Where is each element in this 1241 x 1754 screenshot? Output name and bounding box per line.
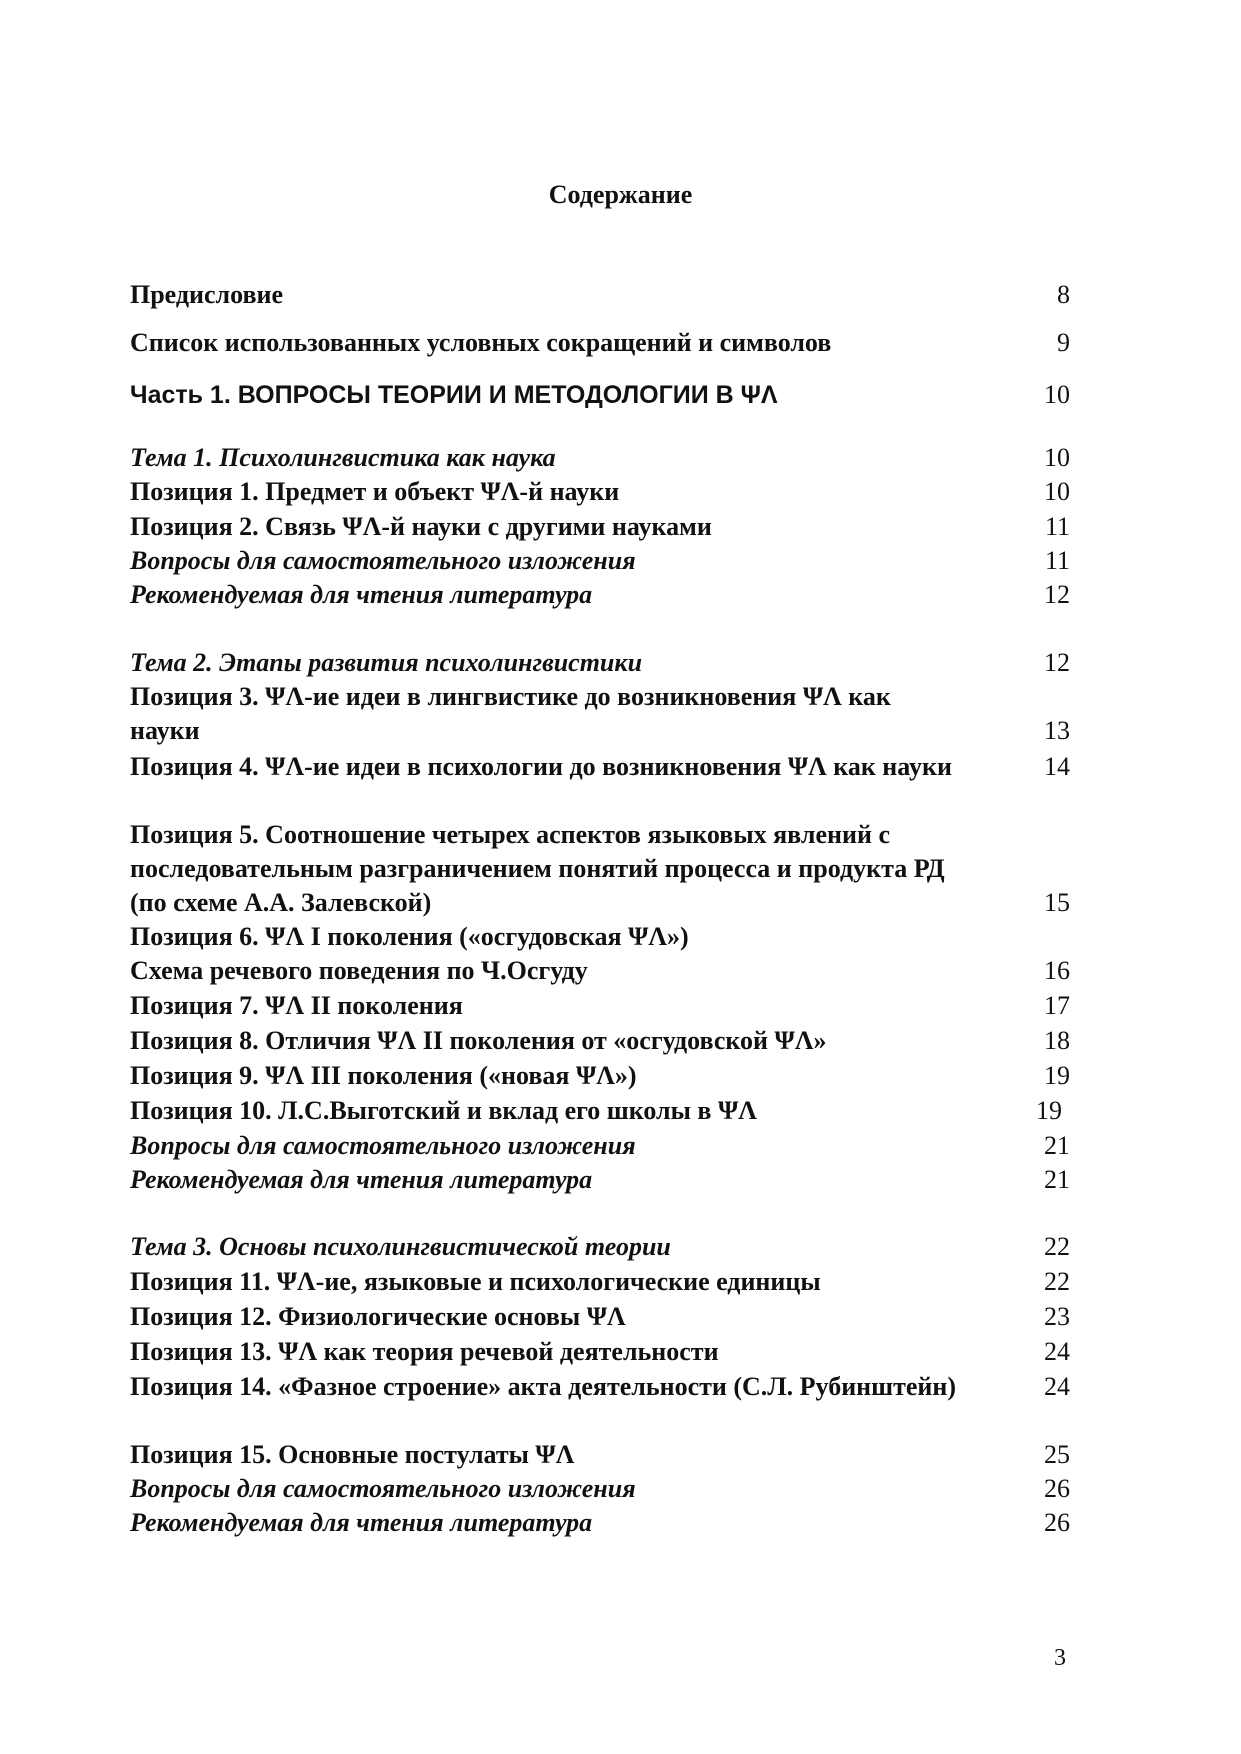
- toc-entry-position-5[interactable]: [130, 818, 1090, 920]
- toc-entry-title: Список использованных условных сокращений и символов: [130, 328, 832, 357]
- toc-entry-page: 11: [1044, 512, 1070, 541]
- toc-entry-literature-2[interactable]: [130, 1163, 1090, 1197]
- toc-entry-page: 24: [1044, 1337, 1070, 1366]
- toc-entry-topic-3[interactable]: [130, 1230, 1090, 1264]
- toc-entry-title: Предисловие: [130, 280, 284, 309]
- toc-entry-position-9[interactable]: [130, 1059, 1090, 1093]
- toc-entry-position-13[interactable]: [130, 1335, 1090, 1369]
- toc-entry-page: 18: [1044, 1026, 1070, 1055]
- toc-entry-page: 12: [1044, 580, 1070, 609]
- toc-entry-title: Позиция 11. ΨΛ-ие, языковые и психологические единицы: [130, 1267, 821, 1296]
- toc-entry-title: Рекомендуемая для чтения литература: [130, 580, 593, 609]
- toc-entry-position-6[interactable]: [130, 920, 1090, 954]
- toc-entry-position-7[interactable]: [130, 989, 1090, 1023]
- toc-entry-title: Рекомендуемая для чтения литература: [130, 1165, 593, 1194]
- toc-entry-page: 10: [1044, 443, 1070, 472]
- toc-entry-position-10[interactable]: [130, 1094, 1090, 1128]
- toc-entry-page: 15: [1044, 888, 1070, 917]
- toc-entry-page: 14: [1044, 752, 1070, 781]
- toc-entry-page: 19: [1036, 1096, 1062, 1125]
- toc-entry-title: Позиция 9. ΨΛ III поколения («новая ΨΛ»): [130, 1061, 637, 1090]
- toc-entry-title: Позиция 6. ΨΛ I поколения («осгудовская ΨΛ»): [130, 922, 689, 951]
- toc-entry-abbreviations[interactable]: [130, 326, 1090, 360]
- toc-entry-title: Позиция 5. Соотношение четырех аспектов языковых явлений с последовательным разграничением понятий процесса и продукта РД (по схеме А.А. Залевской): [130, 820, 945, 917]
- toc-entry-position-2[interactable]: [130, 510, 1090, 544]
- toc-entry-questions-1[interactable]: [130, 544, 1090, 578]
- toc-entry-title: Рекомендуемая для чтения литература: [130, 1508, 593, 1537]
- toc-entry-page: 9: [1057, 328, 1070, 357]
- toc-entry-title: Позиция 1. Предмет и объект ΨΛ-й науки: [130, 477, 620, 506]
- toc-entry-page: 22: [1044, 1232, 1070, 1261]
- toc-entry-title: Позиция 14. «Фазное строение» акта деятельности (С.Л. Рубинштейн): [130, 1372, 957, 1401]
- toc-entry-title: Вопросы для самостоятельного изложения: [130, 1474, 636, 1503]
- page-number: 3: [1054, 1645, 1066, 1671]
- toc-entry-title: Позиция 3. ΨΛ-ие идеи в лингвистике до возникновения ΨΛ как науки: [130, 682, 891, 745]
- toc-entry-page: 22: [1044, 1267, 1070, 1296]
- toc-entry-title: Позиция 4. ΨΛ-ие идеи в психологии до возникновения ΨΛ как науки: [130, 752, 952, 781]
- toc-entry-page: 25: [1044, 1440, 1070, 1469]
- toc-entry-title: Вопросы для самостоятельного изложения: [130, 1131, 636, 1160]
- page-title: Содержание: [548, 180, 693, 209]
- toc-entry-preface[interactable]: [130, 278, 1090, 312]
- toc-entry-page: 16: [1044, 956, 1070, 985]
- toc-entry-page: 21: [1044, 1131, 1070, 1160]
- toc-entry-page: 10: [1044, 380, 1070, 409]
- toc-entry-position-15[interactable]: [130, 1438, 1090, 1472]
- toc-entry-position-8[interactable]: [130, 1024, 1090, 1058]
- toc-entry-title: Позиция 7. ΨΛ II поколения: [130, 991, 463, 1020]
- toc-entry-page: 17: [1044, 991, 1070, 1020]
- toc-entry-topic-1[interactable]: [130, 441, 1090, 475]
- toc-entry-page: 21: [1044, 1165, 1070, 1194]
- toc-entry-page: 26: [1044, 1508, 1070, 1537]
- toc-entry-position-11[interactable]: [130, 1265, 1090, 1299]
- toc-entry-title: Тема 3. Основы психолингвистической теории: [130, 1232, 671, 1261]
- toc-entry-part-1[interactable]: [130, 378, 1090, 412]
- toc-entry-title: Позиция 8. Отличия ΨΛ II поколения от «осгудовской ΨΛ»: [130, 1026, 827, 1055]
- toc-entry-title: Тема 1. Психолингвистика как наука: [130, 443, 556, 472]
- toc-entry-title: Вопросы для самостоятельного изложения: [130, 546, 636, 575]
- toc-entry-osgood-scheme[interactable]: [130, 954, 1090, 988]
- toc-entry-title: Схема речевого поведения по Ч.Осгуду: [130, 956, 588, 985]
- toc-entry-position-14[interactable]: [130, 1370, 1090, 1404]
- toc-entry-page: 13: [1044, 716, 1070, 745]
- toc-entry-page: 12: [1044, 648, 1070, 677]
- toc-entry-title: Позиция 2. Связь ΨΛ-й науки с другими науками: [130, 512, 712, 541]
- toc-entry-literature-1[interactable]: [130, 578, 1090, 612]
- toc-entry-questions-2[interactable]: [130, 1129, 1090, 1163]
- toc-entry-title: Часть 1. ВОПРОСЫ ТЕОРИИ И МЕТОДОЛОГИИ В ΨΛ: [130, 381, 778, 409]
- toc-entry-page: 11: [1044, 546, 1070, 575]
- toc-entry-page: 8: [1057, 280, 1070, 309]
- toc-entry-title: Позиция 12. Физиологические основы ΨΛ: [130, 1302, 626, 1331]
- toc-entry-page: 26: [1044, 1474, 1070, 1503]
- toc-entry-title: Позиция 15. Основные постулаты ΨΛ: [130, 1440, 575, 1469]
- toc-entry-position-1[interactable]: [130, 475, 1090, 509]
- toc-entry-title: Тема 2. Этапы развития психолингвистики: [130, 648, 643, 677]
- toc-entry-position-12[interactable]: [130, 1300, 1090, 1334]
- toc-entry-topic-2[interactable]: [130, 646, 1090, 680]
- toc-entry-page: 10: [1044, 477, 1070, 506]
- toc-entry-literature-3[interactable]: [130, 1506, 1090, 1540]
- toc-entry-position-4[interactable]: [130, 750, 1090, 784]
- toc-entry-position-3[interactable]: [130, 680, 1090, 748]
- toc-entry-page: 24: [1044, 1372, 1070, 1401]
- toc-entry-questions-3[interactable]: [130, 1472, 1090, 1506]
- toc-entry-page: 19: [1044, 1061, 1070, 1090]
- toc-entry-title: Позиция 13. ΨΛ как теория речевой деятельности: [130, 1337, 719, 1366]
- toc-entry-title: Позиция 10. Л.С.Выготский и вклад его школы в ΨΛ: [130, 1096, 757, 1125]
- toc-entry-page: 23: [1044, 1302, 1070, 1331]
